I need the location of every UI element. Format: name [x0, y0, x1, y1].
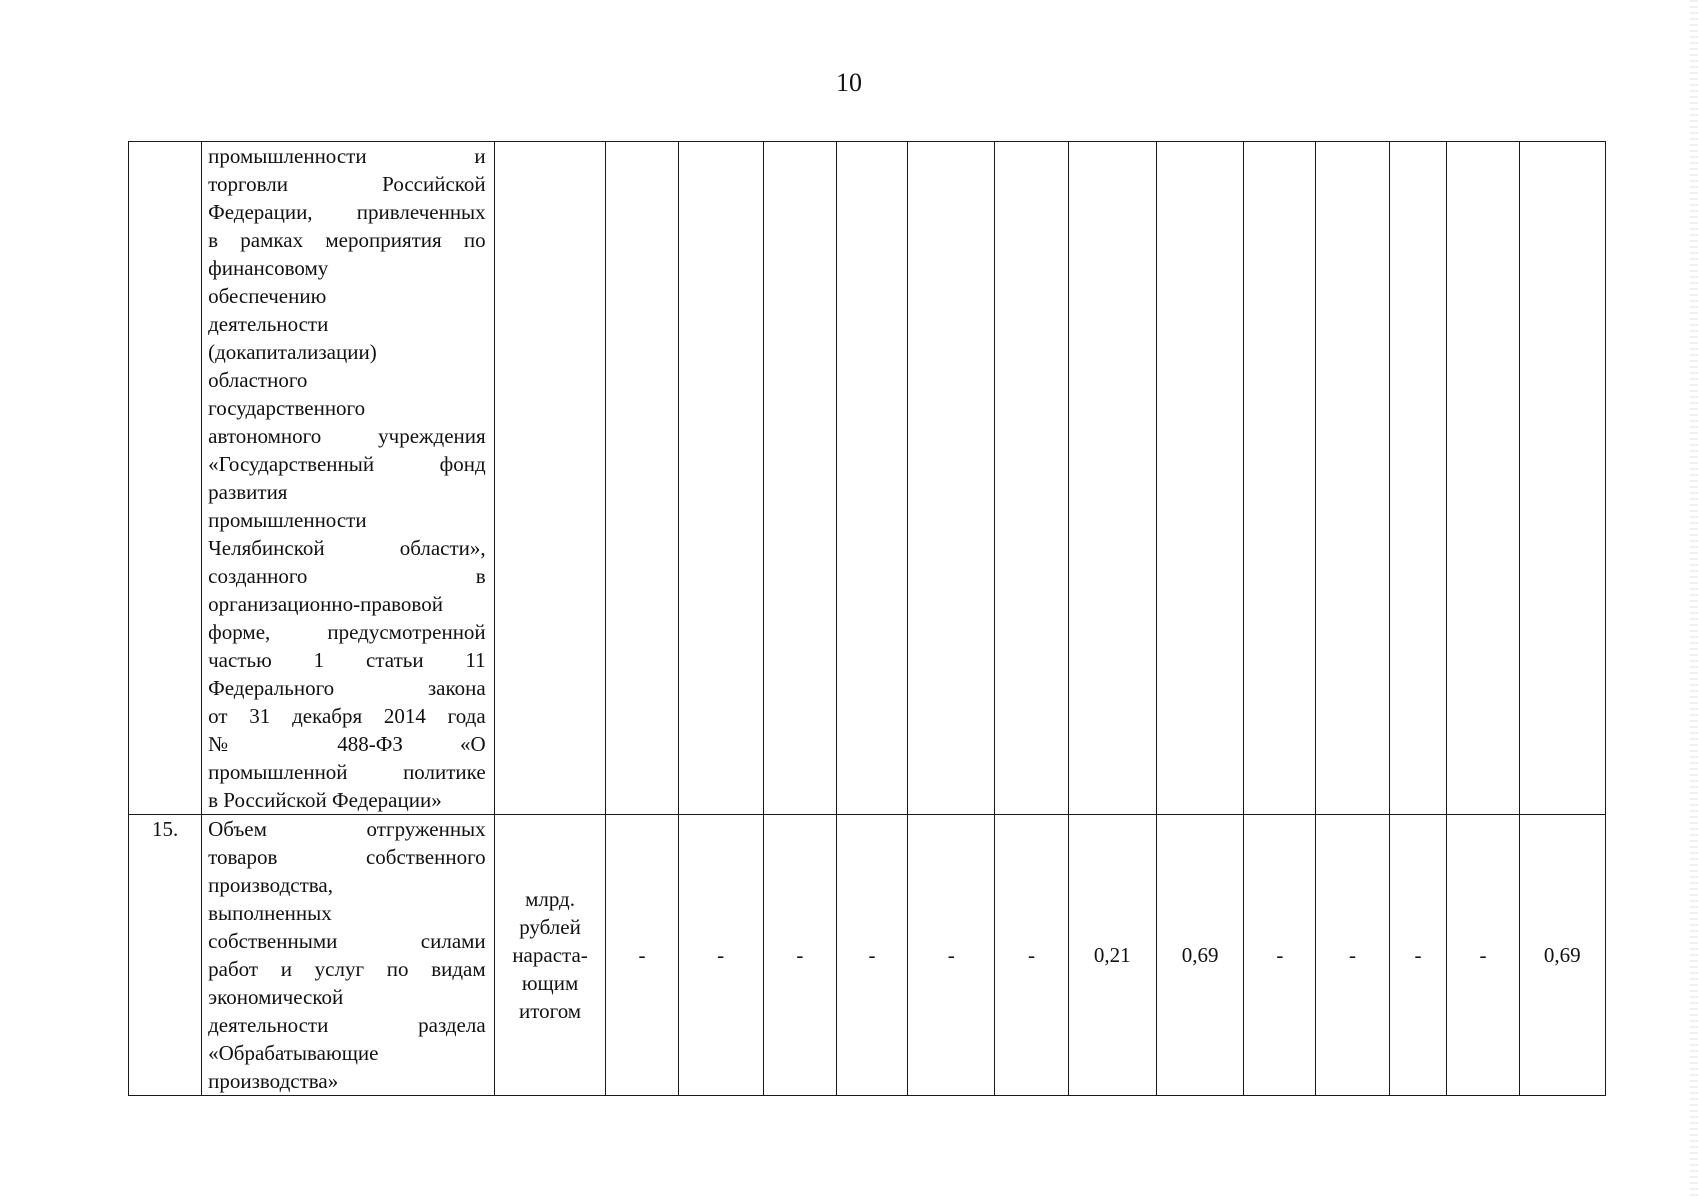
- unit-line: рублей: [519, 915, 581, 939]
- table-row-continued: [129, 142, 1606, 815]
- name-line: № 488-ФЗ «О: [208, 732, 486, 756]
- indicator-table-wrapper: [128, 141, 1606, 1096]
- value-cell: 0,69: [1156, 815, 1243, 1096]
- name-line: в рамках мероприятия по: [208, 228, 486, 252]
- name-line: Челябинской области»,: [208, 536, 486, 560]
- value-cell-empty: [908, 142, 995, 815]
- name-line: частью 1 статьи 11: [208, 648, 486, 672]
- name-line: производства»: [208, 1069, 339, 1093]
- value-cell-empty: [606, 142, 678, 815]
- name-line: «Обрабатывающие: [208, 1041, 379, 1065]
- name-line: Объем отгруженных: [208, 817, 486, 841]
- name-line: в Российской Федерации»: [208, 788, 442, 812]
- name-line: (докапитализации): [208, 340, 377, 364]
- value-cell-empty: [1156, 142, 1243, 815]
- value-cell: -: [763, 815, 836, 1096]
- name-line: областного: [208, 368, 308, 392]
- name-line: деятельности: [208, 312, 329, 336]
- value-cell: 0,69: [1519, 815, 1605, 1096]
- unit-cell-empty: [494, 142, 606, 815]
- name-line: торговли Российской: [208, 172, 486, 196]
- table-row-15: [129, 815, 1606, 1096]
- value-cell: -: [1447, 815, 1519, 1096]
- value-cell: 0,21: [1068, 815, 1156, 1096]
- value-cell: -: [1244, 815, 1316, 1096]
- unit-line: млрд.: [525, 887, 575, 911]
- scan-edge-artifact: [1690, 0, 1698, 1200]
- value-cell-empty: [1447, 142, 1519, 815]
- name-line: финансовому: [208, 256, 329, 280]
- value-cell-empty: [995, 142, 1068, 815]
- name-line: от 31 декабря 2014 года: [208, 704, 486, 728]
- name-line: промышленности и: [208, 144, 486, 168]
- unit-line: ющим: [521, 971, 579, 995]
- name-line: обеспечению: [208, 284, 327, 308]
- value-cell: -: [1389, 815, 1447, 1096]
- indicator-name-cell: [202, 815, 495, 1096]
- value-cell: -: [836, 815, 907, 1096]
- name-line: автономного учреждения: [208, 424, 486, 448]
- name-line: собственными силами: [208, 929, 486, 953]
- indicator-name-cell: [202, 142, 495, 815]
- value-cell-empty: [836, 142, 907, 815]
- name-line: промышленности: [208, 508, 367, 532]
- name-line: деятельности раздела: [208, 1013, 486, 1037]
- value-cell-empty: [1389, 142, 1447, 815]
- value-cell-empty: [678, 142, 763, 815]
- row-number-cell-empty: [129, 142, 202, 815]
- name-line: государственного: [208, 396, 366, 420]
- unit-cell: [494, 815, 606, 1096]
- value-cell-empty: [763, 142, 836, 815]
- value-cell: -: [678, 815, 763, 1096]
- value-cell: -: [1316, 815, 1389, 1096]
- unit-line: итогом: [518, 999, 582, 1023]
- value-cell-empty: [1068, 142, 1156, 815]
- name-line: товаров собственного: [208, 845, 486, 869]
- name-line: выполненных: [208, 901, 332, 925]
- name-line: «Государственный фонд: [208, 452, 486, 476]
- indicator-table: [128, 141, 1606, 1096]
- value-cell: -: [908, 815, 995, 1096]
- name-line: созданного в: [208, 564, 486, 588]
- value-cell: -: [995, 815, 1068, 1096]
- name-line: форме, предусмотренной: [208, 620, 486, 644]
- page-number: 10: [836, 68, 862, 97]
- row-number-cell: 15.: [129, 815, 202, 1096]
- unit-line: нараста-: [512, 943, 588, 967]
- name-line: организационно-правовой: [208, 592, 443, 616]
- name-line: промышленной политике: [208, 760, 486, 784]
- name-line: экономической: [208, 985, 344, 1009]
- name-line: производства,: [208, 873, 333, 897]
- name-line: Федерации, привлеченных: [208, 200, 486, 224]
- name-line: Федерального закона: [208, 676, 486, 700]
- name-line: развития: [208, 480, 288, 504]
- value-cell-empty: [1519, 142, 1605, 815]
- value-cell: -: [606, 815, 678, 1096]
- name-line: работ и услуг по видам: [208, 957, 486, 981]
- value-cell-empty: [1316, 142, 1389, 815]
- value-cell-empty: [1244, 142, 1316, 815]
